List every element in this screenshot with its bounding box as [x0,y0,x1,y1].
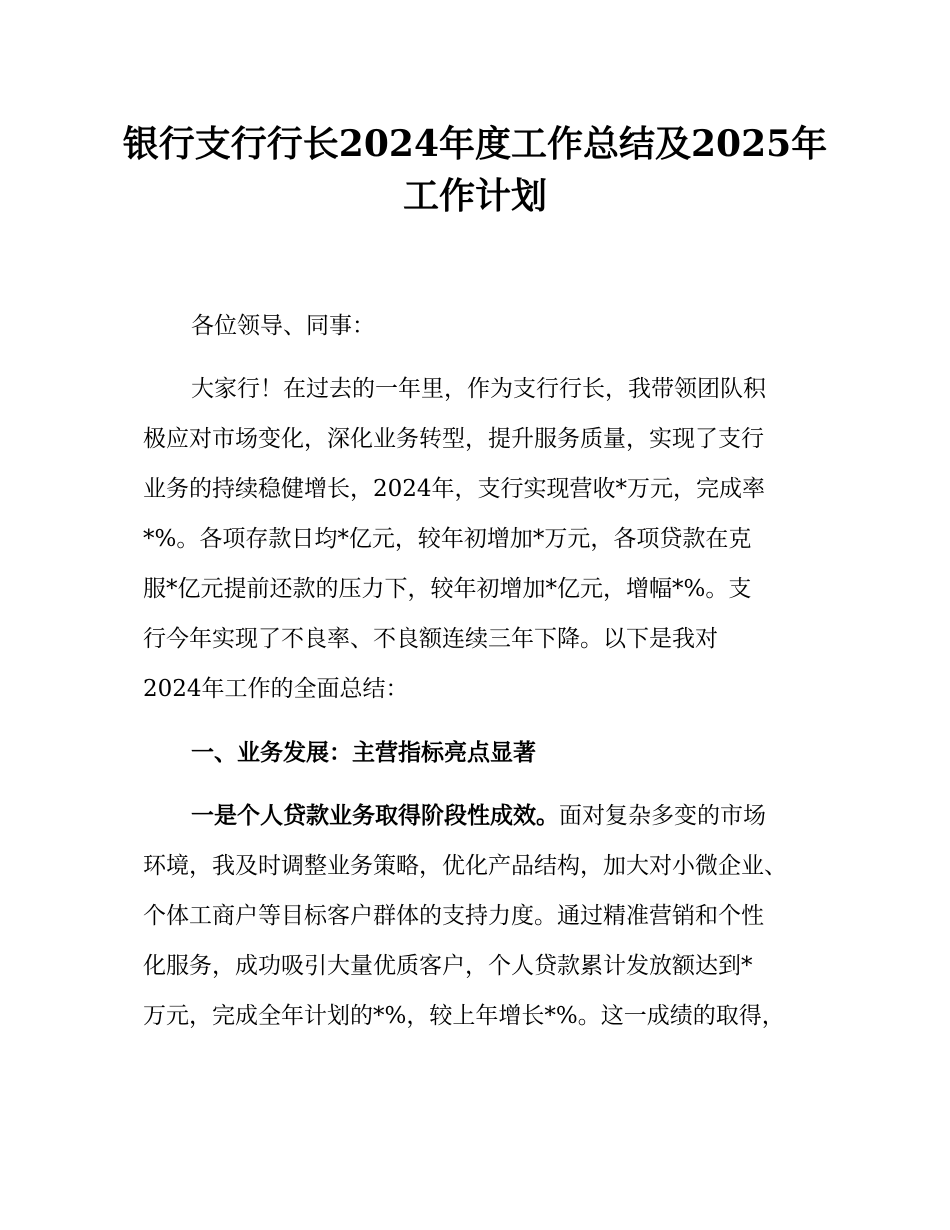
paragraph-line: 化服务，成功吸引大量优质客户，个人贷款累计发放额达到* [143,953,753,979]
salutation: 各位领导、同事： [191,313,375,339]
paragraph-lead: 一是个人贷款业务取得阶段性成效。 [191,802,559,829]
intro-line: 服*亿元提前还款的压力下，较年初增加*亿元，增幅*%。支 [143,576,752,602]
intro-line: 大家行！在过去的一年里，作为支行行长，我带领团队积 [191,376,766,402]
intro-line: 2024年工作的全面总结： [143,676,409,702]
paragraph-first-rest: 面对复杂多变的市场 [559,803,766,829]
intro-line: 行今年实现了不良率、不良额连续三年下降。以下是我对 [143,626,718,652]
title-line-2: 工作计划 [402,175,547,217]
intro-line: 业务的持续稳健增长，2024年，支行实现营收*万元，完成率 [143,476,766,502]
paragraph-line: 万元，完成全年计划的*%，较上年增长*%。这一成绩的取得， [143,1003,785,1029]
paragraph-line: 个体工商户等目标客户群体的支持力度。通过精准营销和个性 [143,903,764,929]
paragraph-line: 环境，我及时调整业务策略，优化产品结构，加大对小微企业、 [143,853,787,879]
intro-line: *%。各项存款日均*亿元，较年初增加*万元，各项贷款在克 [143,526,752,552]
intro-line: 极应对市场变化，深化业务转型，提升服务质量，实现了支行 [143,426,764,452]
section-heading: 一、业务发展：主营指标亮点显著 [191,739,536,766]
document-title [100,118,850,222]
title-line-1: 银行支行行长2024年度工作总结及2025年 [122,123,828,165]
paragraph-first-line [191,801,823,831]
